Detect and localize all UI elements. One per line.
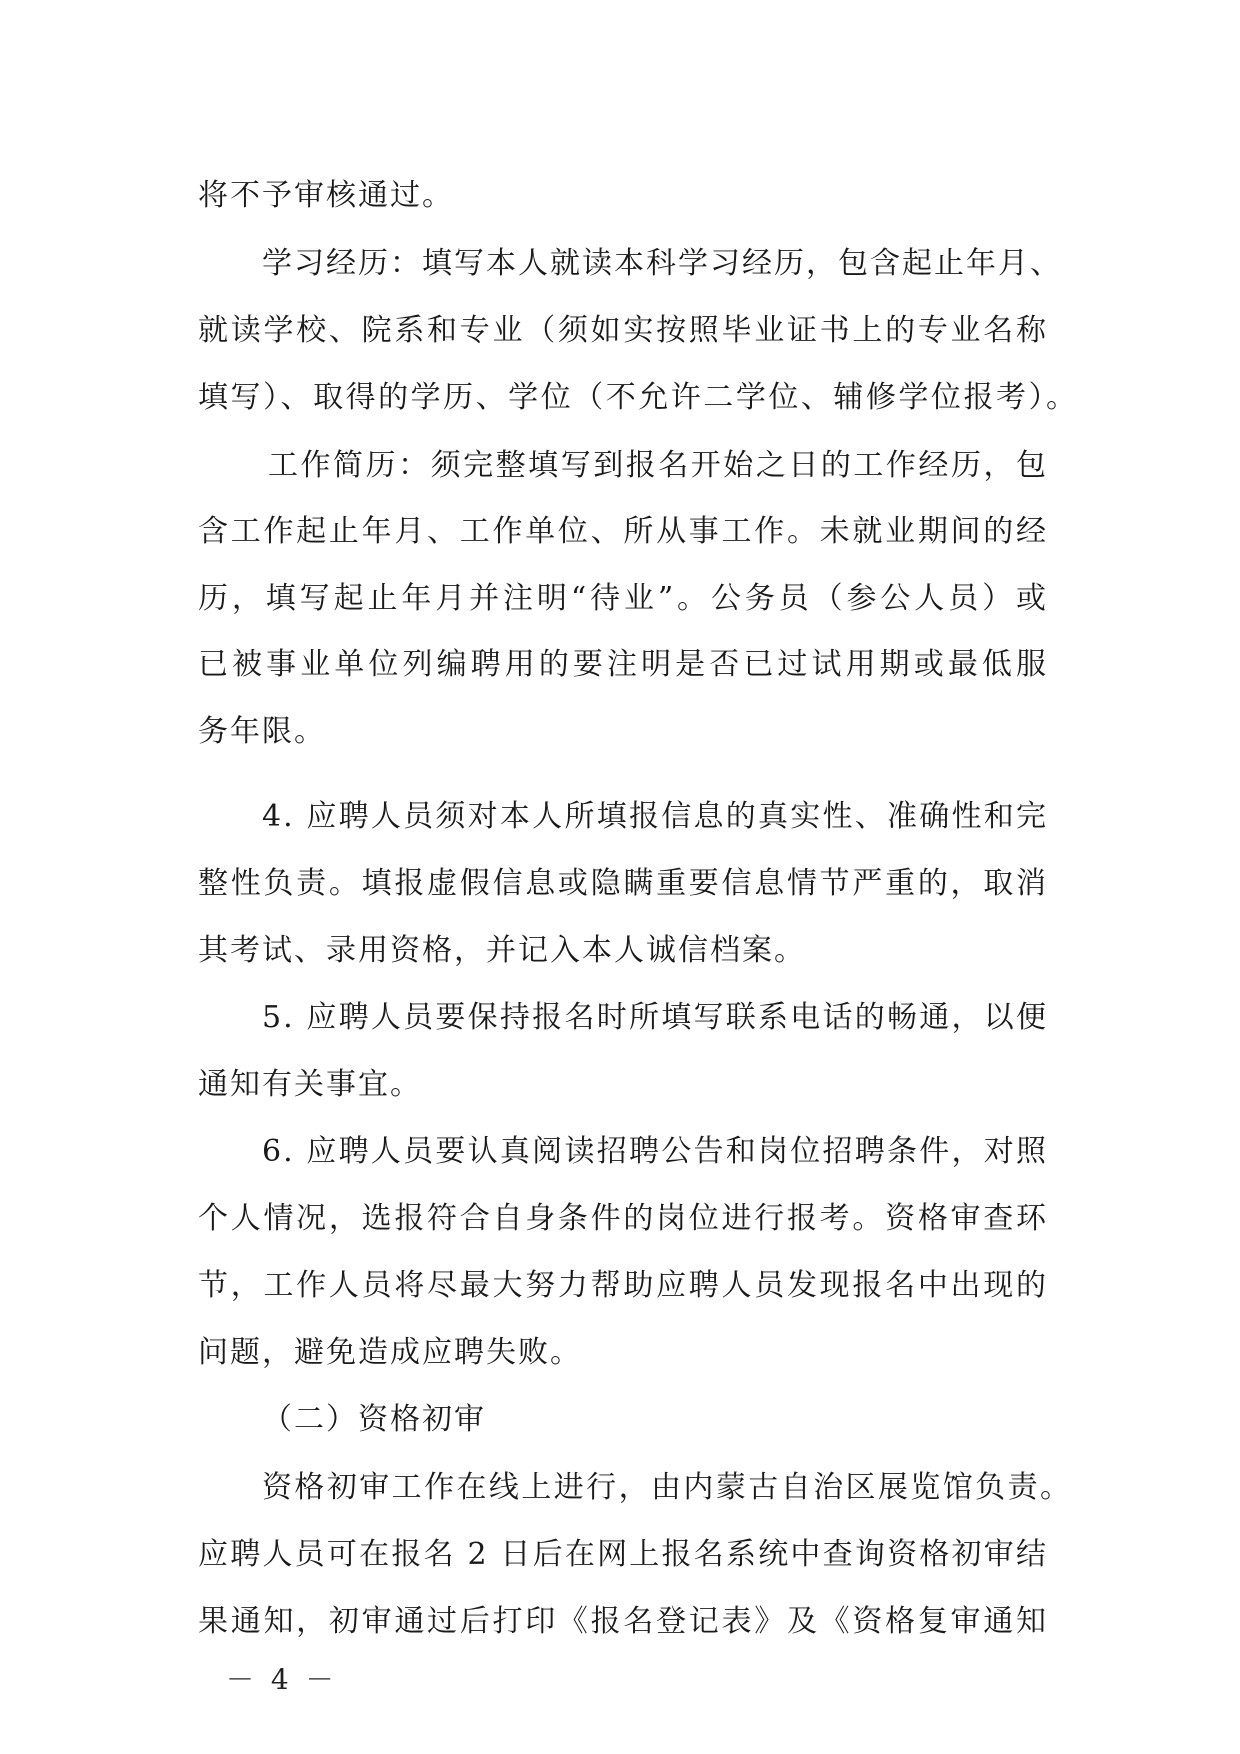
text-line: 个人情况，选报符合自身条件的岗位进行报考。资格审查环 xyxy=(198,1201,1048,1236)
text-line: 通知有关事宜。 xyxy=(198,1067,422,1102)
text-line: 问题，避免造成应聘失败。 xyxy=(198,1335,582,1370)
work-history-line: 工作简历：须完整填写到报名开始之日的工作经历，包 xyxy=(268,448,1048,483)
text-line: 填写）、取得的学历、学位（不允许二学位、辅修学位报考）。 xyxy=(198,380,1078,415)
section-heading: （二）资格初审 xyxy=(262,1402,486,1437)
text-line: 务年限。 xyxy=(198,714,326,749)
preliminary-review-line: 资格初审工作在线上进行，由内蒙古自治区展览馆负责。 xyxy=(262,1470,1072,1505)
text-line: 节，工作人员将尽最大努力帮助应聘人员发现报名中出现的 xyxy=(198,1268,1048,1303)
item-6-line: 6. 应聘人员要认真阅读招聘公告和岗位招聘条件，对照 xyxy=(262,1134,1048,1169)
text-line: 应聘人员可在报名 2 日后在网上报名系统中查询资格初审结 xyxy=(198,1537,1048,1572)
text-line: 含工作起止年月、工作单位、所从事工作。未就业期间的经 xyxy=(198,514,1048,549)
text-line: 其考试、录用资格，并记入本人诚信档案。 xyxy=(198,933,806,968)
study-history-line: 学习经历：填写本人就读本科学习经历，包含起止年月、 xyxy=(262,246,1062,281)
text-line: 就读学校、院系和专业（须如实按照毕业证书上的专业名称 xyxy=(198,313,1048,348)
text-line: 历，填写起止年月并注明“待业”。公务员（参公人员）或 xyxy=(198,581,1048,616)
text-line: 果通知，初审通过后打印《报名登记表》及《资格复审通知 xyxy=(198,1604,1048,1639)
page-number: － 4 － xyxy=(226,1663,338,1696)
text-line: 已被事业单位列编聘用的要注明是否已过试用期或最低服 xyxy=(198,647,1048,682)
text-line: 整性负责。填报虚假信息或隐瞒重要信息情节严重的，取消 xyxy=(198,866,1048,901)
item-5-line: 5. 应聘人员要保持报名时所填写联系电话的畅通，以便 xyxy=(262,1000,1048,1035)
text-line: 将不予审核通过。 xyxy=(198,178,454,213)
item-4-line: 4. 应聘人员须对本人所填报信息的真实性、准确性和完 xyxy=(262,799,1048,834)
